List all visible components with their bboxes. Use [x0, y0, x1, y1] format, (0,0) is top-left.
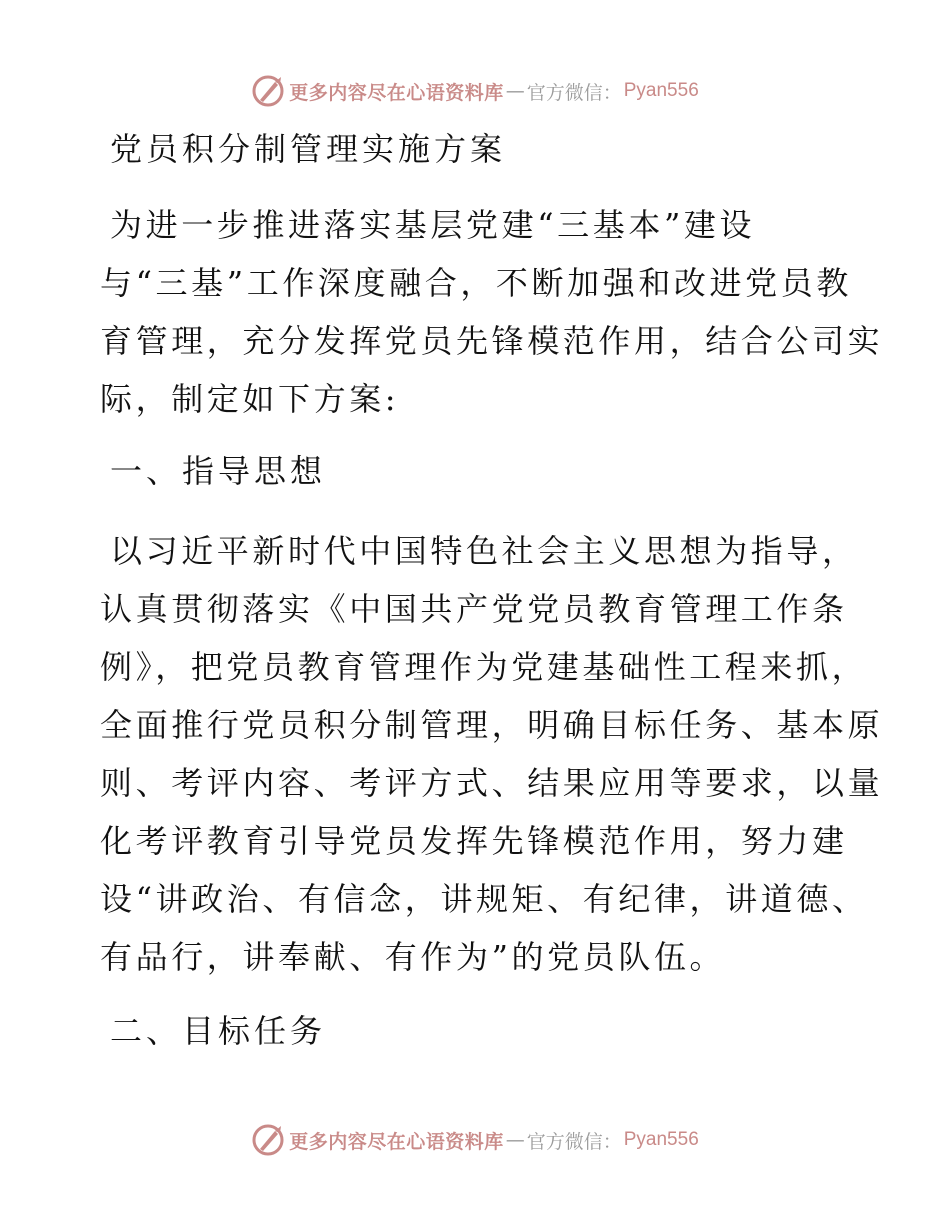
section1-line-5: 则、考评内容、考评方式、结果应用等要求，以量 [100, 764, 884, 802]
section1-line-8: 有品行，讲奉献、有作为”的党员队伍。 [100, 938, 726, 976]
watermark-official-label: 官方微信： [526, 1130, 622, 1153]
watermark-site-text: 更多内容尽在心语资料库 [289, 1130, 504, 1153]
watermark-footer [0, 1120, 950, 1160]
section1-line-4: 全面推行党员积分制管理，明确目标任务、基本原 [100, 706, 884, 744]
section1-line-3: 例》，把党员教育管理作为党建基础性工程来抓， [100, 648, 868, 686]
intro-line-3: 育管理，充分发挥党员先锋模范作用，结合公司实 [100, 322, 884, 360]
section-heading-2: 二、目标任务 [110, 1012, 327, 1050]
intro-line-4: 际，制定如下方案: [100, 380, 400, 418]
section1-line-2: 认真贯彻落实《中国共产党党员教育管理工作条 [100, 590, 848, 628]
intro-line-2: 与“三基”工作深度融合，不断加强和改进党员教 [100, 264, 852, 302]
section1-line-1: 以习近平新时代中国特色社会主义思想为指导， [110, 532, 858, 570]
watermark-account-id: Pyan556 [623, 80, 699, 101]
page-title: 党员积分制管理实施方案 [110, 130, 507, 168]
watermark-header [0, 71, 950, 111]
watermark-site-text: 更多内容尽在心语资料库 [289, 81, 504, 104]
section1-line-6: 化考评教育引导党员发挥先锋模范作用，努力建 [100, 822, 848, 860]
section-heading-1: 一、指导思想 [110, 452, 327, 490]
feather-pen-logo-icon [251, 1123, 285, 1157]
watermark-account-id: Pyan556 [623, 1129, 699, 1150]
section1-line-7: 设“讲政治、有信念，讲规矩、有纪律，讲道德、 [100, 880, 868, 918]
watermark-official-label: 官方微信： [526, 81, 622, 104]
feather-pen-logo-icon [251, 74, 285, 108]
watermark-dash: — [505, 80, 525, 102]
watermark-dash: — [505, 1129, 525, 1151]
intro-line-1: 为进一步推进落实基层党建“三基本”建设 [110, 206, 756, 244]
